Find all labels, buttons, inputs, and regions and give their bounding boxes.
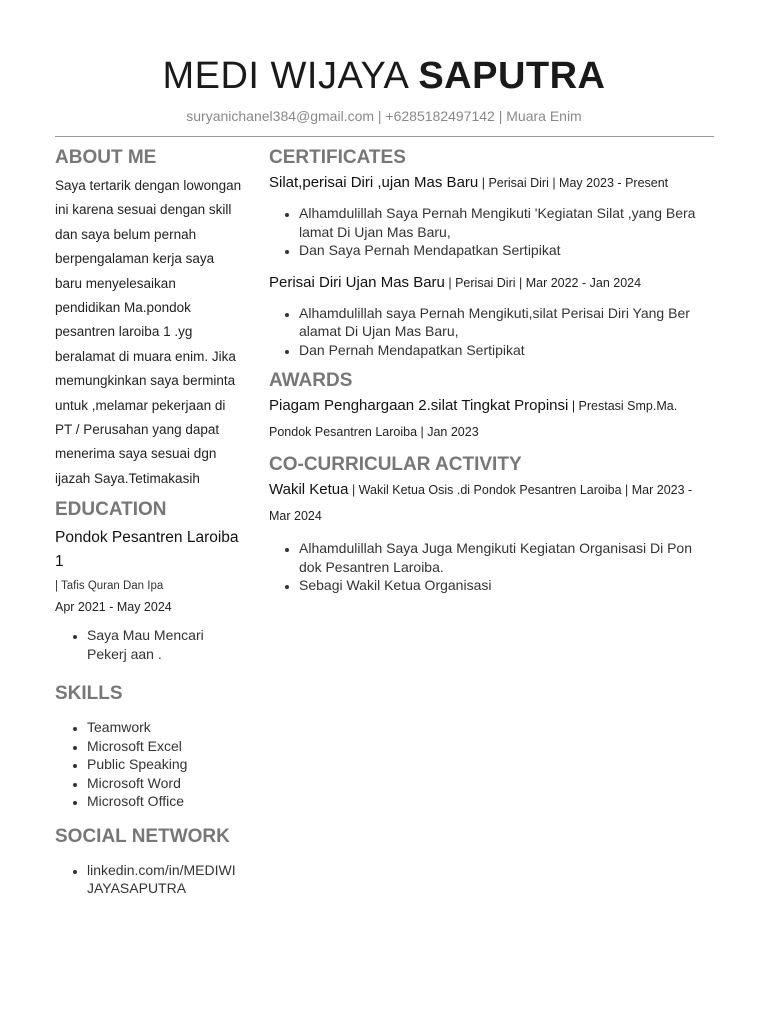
education-school-line: 1 (55, 553, 64, 571)
linkedin-link[interactable]: • linkedin.com/in/MEDIWI JAYASAPUTRA (87, 861, 227, 898)
list-item: • Sebagi Wakil Ketua Organisasi (299, 576, 719, 595)
contact-line: suryanichanel384@gmail.com | +6285182497142 | Muara Enim (186, 108, 582, 124)
list-item: • Alhamdulillah Saya Juga Mengikuti Kegiatan Organisasi Di Pon dok Pesantren Laroiba. (299, 539, 714, 576)
education-school-line: Pondok Pesantren Laroiba (55, 529, 239, 547)
awards-title: AWARDS (269, 370, 353, 391)
cocurricular-meta: | Wakil Ketua Osis .di Pondok Pesantren Laroiba | Mar 2023 - Mar 2024 (269, 483, 693, 523)
about-line: menerima saya sesuai dgn (55, 446, 217, 462)
last-name: SAPUTRA (418, 55, 606, 97)
header-divider (55, 136, 714, 137)
cocurricular-entry (269, 477, 714, 529)
certificate-meta: | Perisai Diri | May 2023 - Present (478, 176, 669, 190)
cocurricular-bullets (269, 539, 719, 595)
certificate-entry-title (269, 170, 719, 196)
about-line: dan saya belum pernah (55, 226, 197, 242)
about-line: pesantren laroiba 1 .yg (55, 324, 193, 340)
skills-list (55, 718, 255, 811)
list-item: • Dan Saya Pernah Mendapatkan Sertipikat (299, 241, 719, 260)
list-item: • Saya Mau Mencari Pekerj aan . (87, 626, 227, 663)
list-item: • Alhamdulillah Saya Pernah Mengikuti 'Kegiatan Silat ,yang Bera lamat Di Ujan Mas Baru, (299, 204, 714, 241)
first-name: MEDI WIJAYA (162, 55, 408, 97)
skill-item: • Public Speaking (87, 755, 255, 774)
certificate-name: Silat,perisai Diri ,ujan Mas Baru (269, 174, 479, 191)
social-list (55, 861, 255, 898)
about-line: beralamat di muara enim. Jika (55, 348, 236, 364)
about-line: ijazah Saya.Tetimakasih (55, 470, 200, 486)
left-column (55, 146, 255, 898)
certificate-bullets (269, 204, 719, 260)
about-line: berpengalaman kerja saya (55, 251, 215, 267)
about-line: untuk ,melamar pekerjaan di (55, 397, 226, 413)
certificate-meta: | Perisai Diri | Mar 2022 - Jan 2024 (444, 275, 642, 290)
skill-item: • Microsoft Office (87, 792, 255, 811)
about-line: baru menyelesaikan (55, 275, 176, 291)
list-item: • Dan Pernah Mendapatkan Sertipikat (299, 341, 719, 360)
list-item: • Alhamdulillah saya Pernah Mengikuti,silat Perisai Diri Yang Ber alamat Di Ujan Mas Baru, (299, 304, 714, 341)
about-line: pendidikan Ma.pondok (55, 300, 191, 316)
education-bullets (55, 626, 255, 663)
skills-title: SKILLS (55, 683, 123, 705)
resume-header (0, 55, 768, 124)
certificate-entry-title (269, 270, 719, 296)
education-school (55, 526, 255, 574)
skill-item: • Microsoft Word (87, 774, 255, 793)
skill-item: • Microsoft Excel (87, 737, 255, 756)
about-line: ini karena sesuai dengan skill (55, 202, 232, 218)
about-line: Saya tertarik dengan lowongan (55, 178, 242, 193)
cocurricular-title: CO-CURRICULAR ACTIVITY (269, 454, 522, 475)
social-title: SOCIAL NETWORK (55, 825, 230, 847)
certificates-title: CERTIFICATES (269, 147, 406, 168)
about-line: memungkinkan saya berminta (55, 373, 236, 389)
certificate-bullets (269, 304, 719, 360)
certificate-name: Perisai Diri Ujan Mas Baru (269, 273, 445, 291)
award-meta: | Prestasi Smp.Ma. Pondok Pesantren Laroiba | Jan 2023 (269, 399, 678, 439)
about-title: ABOUT ME (55, 147, 157, 168)
skill-item: • Teamwork (87, 718, 255, 737)
candidate-name (0, 55, 768, 98)
education-date: Apr 2021 - May 2024 (55, 600, 172, 615)
cocurricular-role: Wakil Ketua (269, 481, 349, 498)
education-field: | Tafis Quran Dan Ipa (55, 580, 164, 593)
award-name: Piagam Penghargaan 2.silat Tingkat Propinsi (269, 397, 569, 414)
right-column (269, 146, 719, 595)
education-title: EDUCATION (55, 499, 167, 521)
award-entry (269, 393, 714, 445)
about-text (55, 174, 255, 491)
about-line: PT / Perusahan yang dapat (55, 422, 220, 438)
